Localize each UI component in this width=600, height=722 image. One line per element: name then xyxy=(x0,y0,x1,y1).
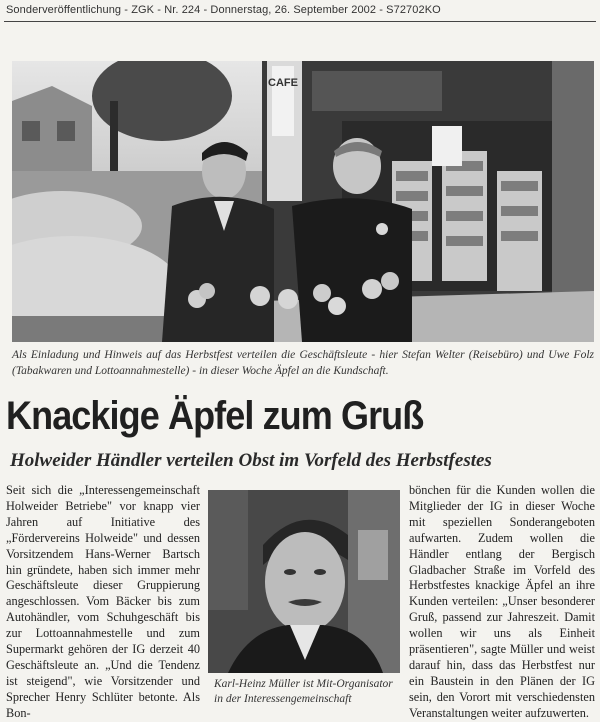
photo-portrait-karl-heinz-mueller xyxy=(208,490,400,673)
photo-caption: Als Einladung und Hinweis auf das Herbstfest verteilen die Geschäftsleute - hier Stefan Welter (Reisebüro) und Uwe Folz (Tabakwaren und Lottoannahmestelle) - in dieser Woche Äpfel an die Kundschaft. xyxy=(12,349,594,377)
portrait-caption: Karl-Heinz Müller ist Mit-Organisator in der Interessengemeinschaft xyxy=(214,678,393,705)
newspaper-header: Sonderveröffentlichung - ZGK - Nr. 224 - Donnerstag, 26. September 2002 - S72702KO xyxy=(6,4,441,16)
column-1-text: Seit sich die „Interessengemeinschaft Holweider Betriebe" vor knapp vier Jahren auf Initiative des „Fördervereins Holweide" und dessen Vorsitzendem Hans-Werner Bartsch hin gründete, haben sich immer mehr Geschäftsleute dieser Gruppierung angeschlossen. Vom Bäcker bis zum Autohändler, vom Schuhgeschäft bis zur Lottoannahmestelle und zum Supermarkt gehören der IG derzeit 40 Geschäftsleute an. „Und die Tendenz ist steigend", wie Vorsitzender und Sprecher Henry Schlüter betonte. Als Bon- xyxy=(6,483,200,720)
article-column-1 xyxy=(6,483,200,722)
article-subheadline: Holweider Händler verteilen Obst im Vorfeld des Herbstfestes xyxy=(10,450,492,471)
photo-apple-distribution xyxy=(12,61,594,342)
article-column-3 xyxy=(409,483,595,722)
column-3-text: bönchen für die Kunden wollen die Mitglieder der IG in dieser Woche mit speziellen Sonderangeboten aufwarten. Zudem wollen die Händler entlang der Bergisch Gladbacher Straße im Vorfeld des Herbstfestes knackige Äpfel an ihre Kunden verteilen: „Unser besonderer Gruß, passend zur Jahreszeit. Damit wollen wir uns als Einheit präsentieren", sagte Müller und weist darauf hin, dass das Herbstfest nur ein Baustein in den Plänen der IG sein, den Vorort mit verschiedensten Veranstaltungen weiter aufzuwerten. xyxy=(409,483,595,720)
article-headline: Knackige Äpfel zum Gruß xyxy=(6,394,424,438)
header-rule xyxy=(4,21,596,22)
cafe-sign: CAFE xyxy=(268,77,298,89)
